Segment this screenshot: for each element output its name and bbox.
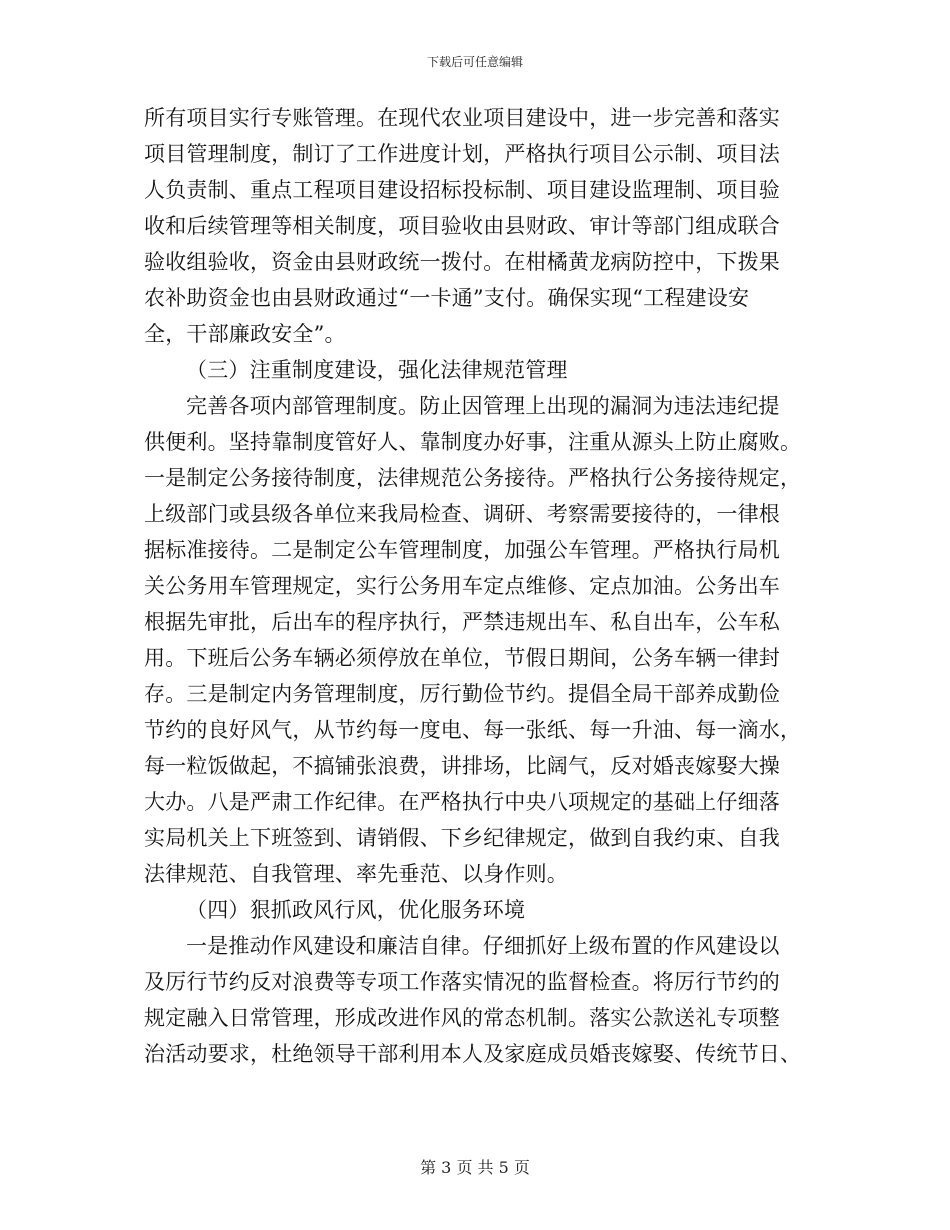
text-line: 一是制定公务接待制度，法律规范公务接待。严格执行公务接待规定，: [144, 466, 802, 490]
text-line: 据标准接待。二是制定公车管理制度，加强公车管理。严格执行局机: [144, 538, 780, 562]
document-body: [144, 100, 809, 1072]
text-line: 验收组验收，资金由县财政统一拨付。在柑橘黄龙病防控中，下拨果: [144, 250, 780, 274]
text-line: 根据先审批，后出车的程序执行，严禁违规出车、私自出车，公车私: [144, 610, 780, 634]
text-line: 每一粒饭做起，不搞铺张浪费，讲排场，比阔气，反对婚丧嫁娶大操: [144, 754, 780, 778]
text-line: 用。下班后公务车辆必须停放在单位，节假日期间，公务车辆一律封: [144, 646, 780, 670]
text-line: 农补助资金也由县财政通过“一卡通”支付。确保实现“工程建设安: [144, 286, 750, 310]
text-line: 存。三是制定内务管理制度，厉行勤俭节约。提倡全局干部养成勤俭: [144, 682, 780, 706]
text-line: 实局机关上下班签到、请销假、下乡纪律规定，做到自我约束、自我: [144, 826, 780, 850]
text-line: 所有项目实行专账管理。在现代农业项目建设中，进一步完善和落实: [144, 106, 780, 130]
section-heading-4: （四）狠抓政风行风，优化服务环境: [186, 898, 526, 922]
paragraph-first-line: 一是推动作风建设和廉洁自律。仔细抓好上级布置的作风建设以: [186, 934, 780, 958]
page-header: 下载后可任意编辑: [426, 55, 523, 69]
text-line: 治活动要求，杜绝领导干部利用本人及家庭成员婚丧嫁娶、传统节日、: [144, 1042, 802, 1066]
text-line: 人负责制、重点工程项目建设招标投标制、项目建设监理制、项目验: [144, 178, 780, 202]
text-line: 及厉行节约反对浪费等专项工作落实情况的监督检查。将厉行节约的: [144, 970, 780, 994]
text-line: 关公务用车管理规定，实行公务用车定点维修、定点加油。公务出车: [144, 574, 780, 598]
text-line: 节约的良好风气，从节约每一度电、每一张纸、每一升油、每一滴水，: [144, 718, 802, 742]
text-line: 上级部门或县级各单位来我局检查、调研、考察需要接待的，一律根: [144, 502, 780, 526]
paragraph-first-line: 完善各项内部管理制度。防止因管理上出现的漏洞为违法违纪提: [186, 394, 780, 418]
text-line: 规定融入日常管理，形成改进作风的常态机制。落实公款送礼专项整: [144, 1006, 780, 1030]
text-line: 项目管理制度，制订了工作进度计划，严格执行项目公示制、项目法: [144, 142, 780, 166]
text-line: 法律规范、自我管理、率先垂范、以身作则。: [144, 862, 568, 886]
page-footer: 第 3 页 共 5 页: [420, 1158, 530, 1177]
text-line: 全，干部廉政安全”。: [144, 322, 346, 346]
text-line: 大办。八是严肃工作纪律。在严格执行中央八项规定的基础上仔细落: [144, 790, 780, 814]
section-heading-3: （三）注重制度建设，强化法律规范管理: [186, 358, 568, 382]
text-line: 收和后续管理等相关制度，项目验收由县财政、审计等部门组成联合: [144, 214, 780, 238]
text-line: 供便利。坚持靠制度管好人、靠制度办好事，注重从源头上防止腐败。: [144, 430, 802, 454]
